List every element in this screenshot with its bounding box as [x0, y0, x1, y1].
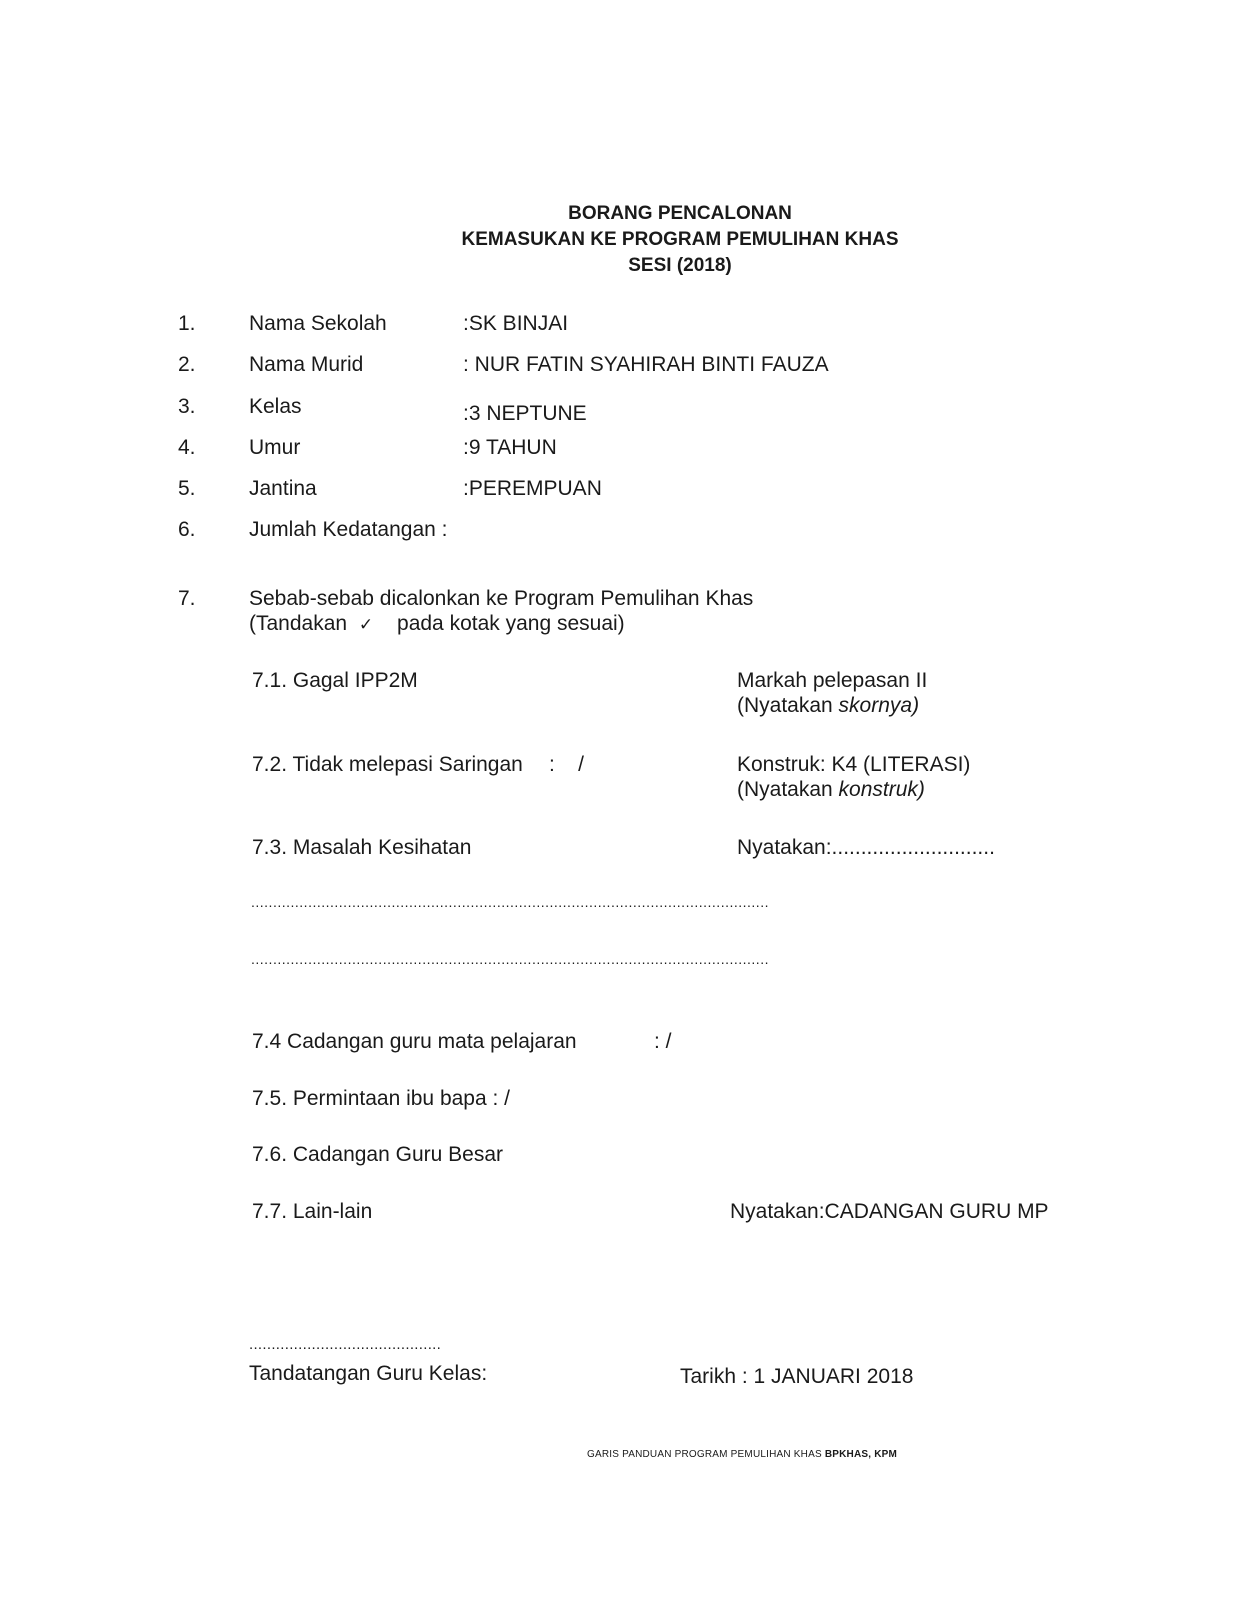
field-label-student: Nama Murid — [249, 353, 364, 376]
footer-text: GARIS PANDUAN PROGRAM PEMULIHAN KHAS — [587, 1449, 825, 1460]
date-field: Tarikh : 1 JANUARI 2018 — [680, 1365, 914, 1388]
reason-detail: Konstruk: K4 (LITERASI) — [737, 753, 971, 776]
reason-detail: Markah pelepasan II — [737, 669, 928, 692]
check-mark-icon: ✓ — [358, 615, 374, 635]
dotted-line: ...................................................................................................................... — [251, 894, 769, 910]
reason-item-7-1: 7.1. Gagal IPP2M — [252, 669, 418, 692]
field-number: 1. — [178, 312, 196, 335]
reason-mark: : / — [654, 1030, 672, 1053]
form-subtitle: KEMASUKAN KE PROGRAM PEMULIHAN KHAS — [461, 229, 899, 250]
field-number: 6. — [178, 518, 196, 541]
instruction-text: (Tandakan — [249, 612, 348, 635]
field-number: 3. — [178, 395, 196, 418]
field-value-school: :SK BINJAI — [463, 312, 569, 335]
footer-bold: BPKHAS, KPM — [824, 1449, 898, 1460]
reason-item-7-5: 7.5. Permintaan ibu bapa : / — [252, 1087, 510, 1110]
section-instruction — [249, 612, 625, 636]
field-label-age: Umur — [249, 436, 301, 459]
reason-item-7-4: 7.4 Cadangan guru mata pelajaran — [252, 1030, 577, 1053]
note-text: (Nyatakan — [737, 778, 839, 801]
reason-detail-note — [737, 694, 919, 718]
reason-item-7-2: 7.2. Tidak melepasi Saringan — [252, 753, 523, 776]
reason-item-7-3: 7.3. Masalah Kesihatan — [252, 836, 472, 859]
field-label-school: Nama Sekolah — [249, 312, 387, 335]
field-value-age: :9 TAHUN — [463, 436, 557, 459]
reason-detail: Nyatakan:............................ — [737, 836, 995, 859]
field-number: 4. — [178, 436, 196, 459]
reason-mark: : / — [549, 753, 585, 776]
field-value-student: : NUR FATIN SYAHIRAH BINTI FAUZA — [463, 353, 829, 376]
note-italic: konstruk) — [838, 778, 925, 801]
field-label-class: Kelas — [249, 395, 302, 418]
field-number: 5. — [178, 477, 196, 500]
reason-item-7-7: 7.7. Lain-lain — [252, 1200, 373, 1223]
reason-detail: Nyatakan:CADANGAN GURU MP — [730, 1200, 1049, 1223]
field-label-gender: Jantina — [249, 477, 317, 500]
dotted-line: ...................................................................................................................... — [251, 951, 769, 967]
footer-note — [587, 1449, 897, 1460]
signature-label: Tandatangan Guru Kelas: — [249, 1362, 488, 1385]
field-value-gender: :PEREMPUAN — [463, 477, 602, 500]
instruction-text: pada kotak yang sesuai) — [397, 612, 625, 635]
section-heading: Sebab-sebab dicalonkan ke Program Pemulihan Khas — [249, 587, 754, 610]
note-italic: skornya) — [838, 694, 920, 717]
field-value-class: :3 NEPTUNE — [463, 402, 587, 425]
signature-line: ........................................... — [249, 1336, 442, 1353]
field-label-attendance: Jumlah Kedatangan : — [249, 518, 448, 541]
reason-item-7-6: 7.6. Cadangan Guru Besar — [252, 1143, 503, 1166]
note-text: (Nyatakan — [737, 694, 839, 717]
form-session: SESI (2018) — [628, 255, 732, 276]
form-title: BORANG PENCALONAN — [568, 203, 792, 224]
field-number: 2. — [178, 353, 196, 376]
section-number: 7. — [178, 587, 196, 610]
reason-detail-note — [737, 778, 925, 802]
